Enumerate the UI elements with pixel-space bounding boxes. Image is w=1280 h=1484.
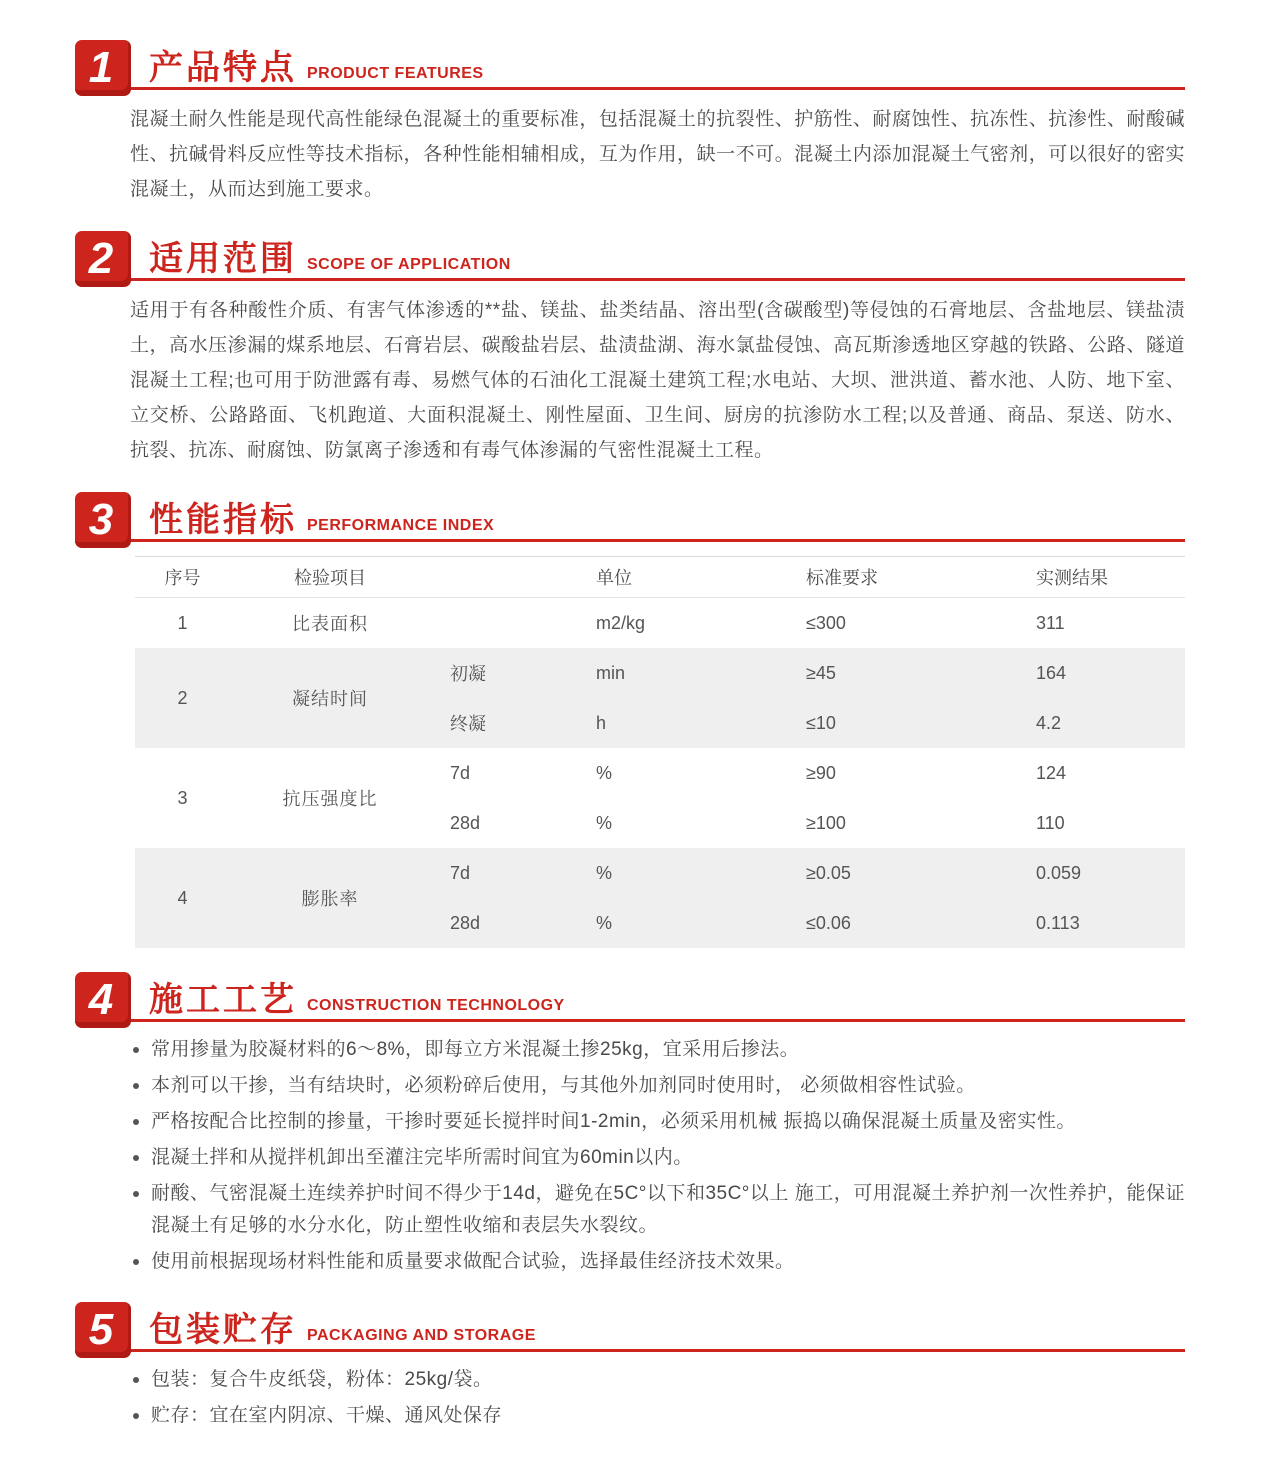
cell-item: 比表面积: [292, 614, 368, 634]
section-construction-technology: [0, 972, 1280, 1278]
cell-result: 110: [1036, 812, 1065, 833]
list-item: [130, 1070, 1185, 1102]
cell-result: 0.113: [1036, 912, 1080, 933]
table-row: [135, 848, 1185, 948]
bullet-text: 使用前根据现场材料性能和质量要求做配合试验，选择最佳经济技术效果。: [151, 1251, 795, 1272]
section-packaging-and-storage: [0, 1302, 1280, 1432]
bullet-dot-icon: [133, 1119, 139, 1125]
list-item: [130, 1106, 1185, 1138]
cell-sub: 28d: [450, 812, 481, 833]
cell-result: 164: [1036, 662, 1067, 683]
cell-sub: 终凝: [450, 714, 486, 734]
cell-seq: 1: [177, 612, 188, 633]
list-item: [130, 1246, 1185, 1278]
performance-table-header-row: [135, 556, 1185, 598]
bullet-dot-icon: [133, 1413, 139, 1419]
bullet-dot-icon: [133, 1155, 139, 1161]
section-4-title-zh: 施工工艺: [149, 981, 297, 1019]
cell-sub: 7d: [450, 862, 471, 883]
bullet-text: 耐酸、气密混凝土连续养护时间不得少于14d，避免在5C°以下和35C°以上 施工，可用混凝土养护剂一次性养护，能保证混凝土有足够的水分水化，防止塑性收缩和表层失水裂纹。: [151, 1183, 1185, 1236]
cell-seq: 4: [177, 887, 188, 908]
packaging-bullet-list: [130, 1364, 1185, 1432]
section-5-number-badge: [75, 1302, 131, 1358]
bullet-text: 贮存：宜在室内阴凉、干燥、通风处保存: [151, 1405, 503, 1426]
section-3-title-zh: 性能指标: [149, 501, 297, 539]
table-subrow: [430, 798, 1185, 848]
bullet-dot-icon: [133, 1047, 139, 1053]
cell-standard: ≤300: [806, 612, 846, 633]
list-item: [130, 1178, 1185, 1242]
section-1-number: 1: [88, 43, 114, 92]
table-subrow: [430, 848, 1185, 898]
section-1-paragraph: 混凝土耐久性能是现代高性能绿色混凝土的重要标准，包括混凝土的抗裂性、护筋性、耐腐蚀性、抗冻性、抗渗性、耐酸碱性、抗碱骨料反应性等技术指标，各种性能相辅相成，互为作用，缺一不可。混凝土内添加混凝土气密剂，可以很好的密实混凝土，从而达到施工要求。: [130, 109, 1185, 200]
section-5-number: 5: [88, 1305, 114, 1354]
bullet-dot-icon: [133, 1191, 139, 1197]
section-3-number: 3: [88, 495, 114, 544]
col-header-standard: 标准要求: [806, 568, 878, 588]
section-2-title-en: SCOPE OF APPLICATION: [307, 256, 511, 273]
cell-standard: ≥90: [806, 762, 836, 783]
col-header-seq: 序号: [164, 568, 201, 588]
cell-unit: %: [596, 812, 613, 833]
cell-item: 抗压强度比: [282, 789, 378, 809]
cell-item: 凝结时间: [292, 689, 368, 709]
section-4-title-en: CONSTRUCTION TECHNOLOGY: [307, 997, 565, 1014]
section-4-number-badge: [75, 972, 131, 1028]
section-3-number-badge: [75, 492, 131, 548]
section-2-title-zh: 适用范围: [149, 240, 297, 278]
table-subrow: [430, 598, 1185, 648]
section-3-title-en: PERFORMANCE INDEX: [307, 517, 495, 534]
table-subrow: [430, 748, 1185, 798]
section-product-features: [0, 40, 1280, 207]
section-performance-index: [0, 492, 1280, 948]
col-header-unit: 单位: [596, 568, 632, 588]
table-subrow: [430, 648, 1185, 698]
col-header-result: 实测结果: [1036, 568, 1108, 588]
cell-unit: m2/kg: [596, 612, 646, 633]
cell-sub: 28d: [450, 912, 481, 933]
cell-seq: 2: [177, 687, 188, 708]
bullet-text: 包装：复合牛皮纸袋，粉体：25kg/袋。: [151, 1369, 493, 1390]
list-item: [130, 1142, 1185, 1174]
cell-unit: %: [596, 862, 613, 883]
bullet-text: 本剂可以干掺，当有结块时，必须粉碎后使用，与其他外加剂同时使用时， 必须做相容性试验。: [151, 1075, 976, 1096]
section-5-title-zh: 包装贮存: [149, 1311, 297, 1349]
cell-standard: ≥0.05: [806, 862, 851, 883]
cell-standard: ≥45: [806, 662, 836, 683]
cell-result: 311: [1036, 612, 1065, 633]
bullet-dot-icon: [133, 1377, 139, 1383]
section-3-header: [75, 492, 1185, 542]
construction-bullet-list: [130, 1034, 1185, 1278]
section-5-header: [75, 1302, 1185, 1352]
cell-standard: ≥100: [806, 812, 846, 833]
cell-sub: 初凝: [450, 664, 486, 684]
section-scope-of-application: [0, 231, 1280, 468]
table-row: [135, 648, 1185, 748]
cell-result: 4.2: [1036, 712, 1062, 733]
section-2-paragraph: 适用于有各种酸性介质、有害气体渗透的**盐、镁盐、盐类结晶、溶出型(含碳酸型)等侵蚀的石膏地层、含盐地层、镁盐渍土，高水压渗漏的煤系地层、石膏岩层、碳酸盐岩层、盐渍盐湖、海水氯盐侵蚀、高瓦斯渗透地区穿越的铁路、公路、隧道混凝土工程;也可用于防泄露有毒、易燃气体的石油化工混凝土建筑工程;水电站、大坝、泄洪道、蓄水池、人防、地下室、立交桥、公路路面、飞机跑道、大面积混凝土、刚性屋面、卫生间、厨房的抗渗防水工程;以及普通、商品、泵送、防水、抗裂、抗冻、耐腐蚀、防氯离子渗透和有毒气体渗漏的气密性混凝土工程。: [130, 300, 1185, 461]
cell-sub: 7d: [450, 762, 471, 783]
cell-standard: ≤0.06: [806, 912, 851, 933]
cell-unit: min: [596, 662, 626, 683]
section-2-number-badge: [75, 231, 131, 287]
bullet-text: 混凝土拌和从搅拌机卸出至灌注完毕所需时间宜为60min以内。: [151, 1147, 693, 1168]
table-row: [135, 598, 1185, 648]
section-1-title-zh: 产品特点: [149, 49, 297, 87]
section-4-header: [75, 972, 1185, 1022]
list-item: [130, 1364, 1185, 1396]
cell-unit: h: [596, 712, 607, 733]
section-5-title-en: PACKAGING AND STORAGE: [307, 1327, 536, 1344]
cell-item: 膨胀率: [301, 889, 359, 909]
section-1-title-en: PRODUCT FEATURES: [307, 65, 484, 82]
section-2-header: [75, 231, 1185, 281]
bullet-dot-icon: [133, 1083, 139, 1089]
performance-table: [135, 556, 1185, 948]
bullet-dot-icon: [133, 1259, 139, 1265]
cell-seq: 3: [177, 787, 188, 808]
cell-result: 124: [1036, 762, 1067, 783]
cell-standard: ≤10: [806, 712, 836, 733]
table-subrow: [430, 898, 1185, 948]
section-1-number-badge: [75, 40, 131, 96]
bullet-text: 常用掺量为胶凝材料的6～8%，即每立方米混凝土掺25kg，宜采用后掺法。: [151, 1039, 800, 1060]
section-2-number: 2: [88, 234, 114, 283]
list-item: [130, 1034, 1185, 1066]
section-4-number: 4: [88, 975, 114, 1024]
cell-unit: %: [596, 912, 613, 933]
section-1-header: [75, 40, 1185, 90]
col-header-item: 检验项目: [294, 568, 366, 588]
table-subrow: [430, 698, 1185, 748]
bullet-text: 严格按配合比控制的掺量，干掺时要延长搅拌时间1-2min，必须采用机械 振捣以确保混凝土质量及密实性。: [151, 1111, 1076, 1132]
table-row: [135, 748, 1185, 848]
cell-result: 0.059: [1036, 862, 1082, 883]
list-item: [130, 1400, 1185, 1432]
cell-unit: %: [596, 762, 613, 783]
